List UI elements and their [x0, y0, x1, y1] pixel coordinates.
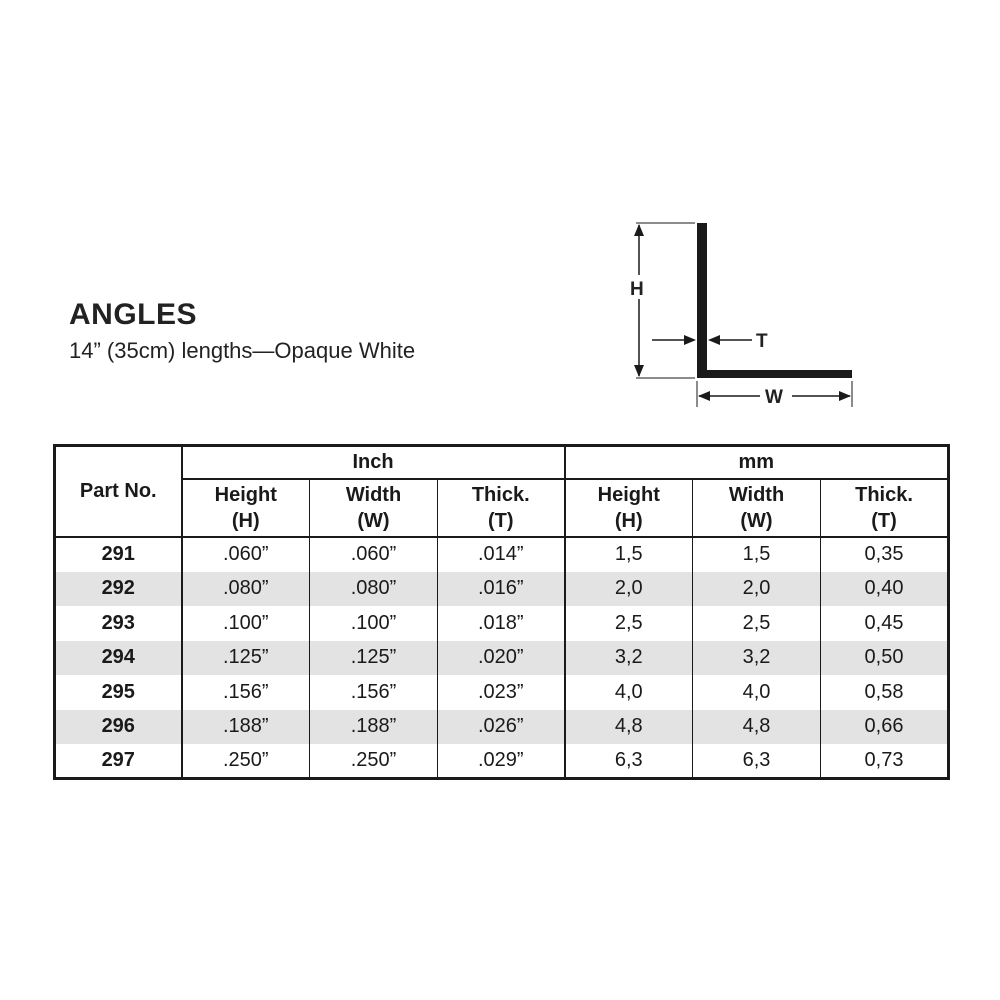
angles-spec-table	[53, 444, 950, 780]
mm-height: 3,2	[565, 641, 693, 676]
mm-thickness: 0,73	[821, 744, 949, 779]
angle-profile-shape	[697, 223, 852, 378]
height-label: H	[630, 279, 644, 300]
part-number: 297	[55, 744, 182, 779]
width-arrow-left	[698, 391, 710, 401]
inch-group-header: Inch	[182, 446, 565, 480]
mm-width: 2,5	[693, 606, 821, 641]
mm-thickness: 0,40	[821, 572, 949, 607]
mm-thickness: 0,50	[821, 641, 949, 676]
width-arrow-right	[839, 391, 851, 401]
inch-width: .188”	[310, 710, 438, 745]
inch-width: .060”	[310, 537, 438, 572]
inch-height: .250”	[222, 749, 269, 771]
mm-width: 6,3	[693, 744, 821, 779]
inch-height: .156”	[222, 680, 269, 703]
inch-height: .188”	[182, 710, 310, 745]
width-label: W	[765, 387, 783, 408]
mm-thickness: 0,58	[821, 675, 949, 710]
inch-width: .100”	[310, 606, 438, 641]
mm-width: 4,8	[693, 710, 821, 745]
mm-height: 6,3	[565, 744, 693, 779]
thickness-arrow-left	[684, 335, 696, 345]
inch-width: .156”	[310, 675, 438, 710]
mm-height: 1,5	[565, 537, 693, 572]
table-row	[55, 710, 949, 745]
part-number: 291	[55, 537, 182, 572]
inch-thickness: .016”	[438, 572, 565, 607]
mm-width: 1,5	[693, 537, 821, 572]
height-arrow-up	[634, 224, 644, 236]
table-row	[55, 641, 949, 676]
col-header-mm-thickness: Thick. (T)	[821, 479, 949, 537]
part-number: 296	[55, 710, 182, 745]
table-row	[55, 675, 949, 710]
page-subtitle: 14” (35cm) lengths—Opaque White	[69, 338, 416, 363]
table-row	[55, 744, 949, 779]
mm-thickness: 0,35	[821, 537, 949, 572]
inch-height: .080”	[182, 572, 310, 607]
inch-thickness: .018”	[438, 606, 565, 641]
mm-height: 4,0	[565, 675, 693, 710]
inch-width: .250”	[310, 744, 438, 779]
inch-height: .100”	[222, 611, 269, 634]
angle-profile-diagram	[620, 215, 870, 415]
mm-width: 4,0	[693, 675, 821, 710]
mm-width: 2,0	[693, 572, 821, 607]
col-header-inch-thickness: Thick. (T)	[438, 479, 565, 537]
inch-thickness: .014”	[438, 537, 565, 572]
part-number: 295	[55, 675, 182, 710]
col-header-inch-width: Width (W)	[310, 479, 438, 537]
inch-thickness: .029”	[438, 744, 565, 779]
mm-height: 4,8	[565, 710, 693, 745]
mm-height: 2,0	[565, 572, 693, 607]
mm-height: 2,5	[565, 606, 693, 641]
part-number: 292	[55, 572, 182, 607]
mm-thickness: 0,66	[821, 710, 949, 745]
thickness-arrow-right	[708, 335, 720, 345]
part-number: 293	[55, 606, 182, 641]
inch-height: .125”	[182, 641, 310, 676]
part-no-header: Part No.	[55, 446, 182, 538]
inch-width: .125”	[310, 641, 438, 676]
col-header-mm-width: Width (W)	[693, 479, 821, 537]
mm-group-header: mm	[565, 446, 949, 480]
inch-width: .080”	[310, 572, 438, 607]
table-row	[55, 537, 949, 572]
mm-thickness: 0,45	[821, 606, 949, 641]
col-header-mm-height: Height (H)	[565, 479, 693, 537]
page-title: ANGLES	[69, 298, 198, 331]
part-number: 294	[55, 641, 182, 676]
inch-thickness: .020”	[438, 641, 565, 676]
table-row	[55, 606, 949, 641]
inch-thickness: .023”	[438, 675, 565, 710]
inch-height: .060”	[222, 543, 269, 566]
table-row	[55, 572, 949, 607]
col-header-inch-height: Height (H)	[182, 479, 310, 537]
mm-width: 3,2	[693, 641, 821, 676]
thickness-label: T	[756, 331, 768, 352]
inch-thickness: .026”	[438, 710, 565, 745]
height-arrow-down	[634, 365, 644, 377]
